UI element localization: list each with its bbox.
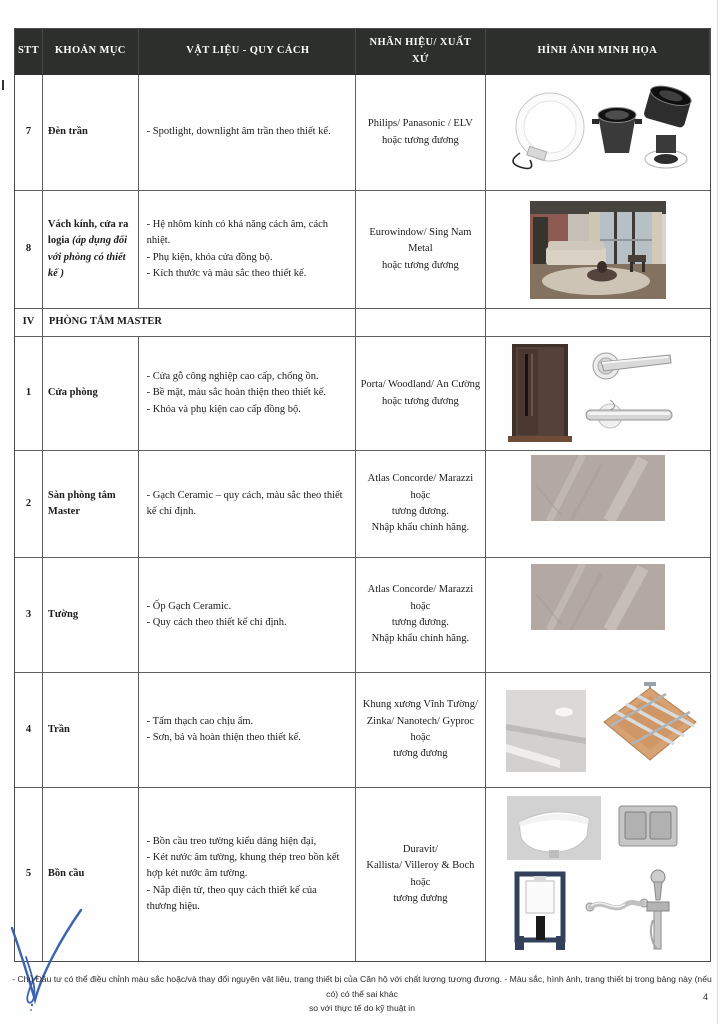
brand-cell: [356, 75, 486, 190]
brand-cell: [356, 451, 486, 557]
item-name: Bồn cầu: [43, 788, 139, 961]
row-number: 3: [15, 558, 43, 672]
illustration-cell: [486, 191, 710, 308]
brand-line: Zinka/ Nanotech/ Gyproc hoặc: [366, 715, 475, 743]
row-number: 2: [15, 451, 43, 557]
table-header-row: [15, 29, 710, 75]
illustration-cell: [486, 788, 710, 961]
material-line: - Tấm thạch cao chịu ẩm.: [146, 715, 254, 727]
item-name-cell: [43, 191, 139, 308]
material-line: - Bồn cầu treo tường kiểu dáng hiện đại,: [146, 835, 317, 847]
section-title: PHÒNG TẮM MASTER: [43, 309, 356, 336]
brand-line: Philips/ Panasonic / ELV: [367, 118, 473, 130]
gypsum-and-frame-photo: [498, 682, 698, 778]
brand-line: Atlas Concorde/ Marazzi hoặc: [367, 584, 474, 612]
materials-cell: [139, 75, 356, 190]
toilet-fixtures-photo: [495, 792, 700, 957]
material-line: - Sơn, bả và hoàn thiện theo thiết kế.: [146, 732, 301, 743]
header-item: KHOẢN MỤC: [43, 29, 139, 74]
brand-cell: [356, 337, 486, 450]
living-room-photo: [530, 201, 666, 299]
brand-line: Nhập khẩu chính hãng.: [371, 522, 470, 534]
section-empty-cell: [486, 309, 710, 336]
material-line: - Spotlight, downlight âm trần theo thiết kế.: [146, 126, 331, 138]
brand-cell: [356, 673, 486, 787]
material-line: - Cửa gỗ công nghiệp cao cấp, chống ồn.: [146, 371, 319, 383]
brand-cell: [356, 558, 486, 672]
header-brand: NHÃN HIỆU/ XUẤT XỨ: [356, 29, 486, 74]
material-line: - Kích thước và màu sắc theo thiết kế.: [146, 267, 307, 279]
materials-cell: [139, 788, 356, 961]
brand-cell: [356, 191, 486, 308]
door-and-handles-photo: [498, 342, 698, 446]
brand-line: Eurowindow/ Sing Nam Metal: [369, 227, 472, 255]
brand-cell: [356, 788, 486, 961]
page-number: 4: [702, 992, 708, 1002]
ceramic-tile-photo: [531, 564, 665, 630]
table-row-4: [15, 673, 710, 788]
brand-line: tương đương.: [391, 617, 449, 628]
footer-line-1: - Chủ Đầu tư có thể điều chỉnh màu sắc hoặc/và thay đổi nguyên vật liệu, trang thiết bị của Căn hộ với chất lượng tương đương. - Màu sắc, hình ảnh, trang thiết bị trong bảng này (nếu có) có thể sai khác: [12, 974, 712, 999]
illustration-cell: [486, 558, 710, 672]
table-row-3: [15, 558, 710, 673]
illustration-cell: [486, 337, 710, 450]
header-stt: STT: [15, 29, 43, 74]
item-name: Sàn phòng tắm Master: [43, 451, 139, 557]
illustration-cell: [486, 451, 710, 557]
section-number: IV: [15, 309, 43, 336]
materials-cell: [139, 337, 356, 450]
materials-cell: [139, 451, 356, 557]
material-line: - Ốp Gạch Ceramic.: [146, 600, 232, 612]
brand-line: hoặc tương đương: [382, 259, 459, 271]
material-line: - Quy cách theo thiết kế chỉ định.: [146, 617, 287, 628]
table-row-7: [15, 75, 710, 191]
section-empty-cell: [356, 309, 486, 336]
material-line: - Nắp điện tử, theo quy cách thiết kế của thương hiệu.: [146, 884, 317, 912]
illustration-cell: [486, 75, 710, 190]
table-row-1: [15, 337, 710, 451]
brand-line: Duravit/: [402, 843, 438, 855]
spec-table: [14, 28, 711, 962]
row-number: 7: [15, 75, 43, 190]
brand-line: Porta/ Woodland/ An Cường: [360, 379, 481, 391]
materials-cell: [139, 558, 356, 672]
brand-line: Kallista/ Villeroy & Boch hoặc: [366, 860, 475, 888]
material-line: - Hệ nhôm kính có khả năng cách âm, cách nhiệt.: [146, 218, 329, 247]
item-name: Đèn trần: [43, 75, 139, 190]
scan-edge-line: [717, 0, 718, 1024]
material-line: - Bề mặt, màu sắc hoàn thiện theo thiết kế.: [146, 387, 326, 399]
material-line: - Gạch Ceramic – quy cách, màu sắc theo thiết kế chỉ định.: [146, 489, 343, 517]
brand-line: Nhập khẩu chính hãng.: [371, 633, 470, 645]
material-line: - Khóa và phụ kiện cao cấp đồng bộ.: [146, 403, 301, 415]
row-number: 4: [15, 673, 43, 787]
item-name: Tường: [43, 558, 139, 672]
brand-line: tương đương.: [391, 506, 449, 517]
table-row-8: [15, 191, 710, 309]
brand-line: hoặc tương đương: [382, 395, 459, 407]
item-name: Trần: [43, 673, 139, 787]
row-number: 1: [15, 337, 43, 450]
row-number: 8: [15, 191, 43, 308]
footer-disclaimer: [0, 972, 724, 1016]
brand-line: hoặc tương đương: [382, 134, 459, 146]
item-name: Cửa phòng: [43, 337, 139, 450]
ceiling-lights-photo: [498, 83, 698, 183]
material-line: - Phụ kiện, khóa cửa đồng bộ.: [146, 251, 273, 263]
material-line: - Két nước âm tường, khung thép treo bồn kết hợp két nước âm tường.: [146, 852, 340, 880]
brand-line: Atlas Concorde/ Marazzi hoặc: [367, 473, 474, 501]
item-note: (áp dụng đối với phòng có thiết kế ): [47, 235, 127, 279]
footer-line-2: so với thực tế do kỹ thuật in: [309, 1003, 415, 1014]
materials-cell: [139, 673, 356, 787]
brand-line: tương đương: [393, 748, 448, 760]
brand-line: tương đương: [393, 892, 448, 904]
header-material: VẬT LIỆU - QUY CÁCH: [139, 29, 356, 74]
ceramic-tile-photo: [531, 455, 665, 521]
brand-line: Khung xương Vĩnh Tường/: [362, 699, 478, 711]
illustration-cell: [486, 673, 710, 787]
materials-cell: [139, 191, 356, 308]
table-row-5: [15, 788, 710, 961]
header-image: HÌNH ẢNH MINH HỌA: [486, 29, 710, 74]
table-row-2: [15, 451, 710, 558]
item-name: Vách kính, cửa ra logia: [47, 218, 129, 247]
section-row-master-bathroom: [15, 309, 710, 337]
margin-mark: [2, 80, 4, 90]
row-number: 5: [15, 788, 43, 961]
